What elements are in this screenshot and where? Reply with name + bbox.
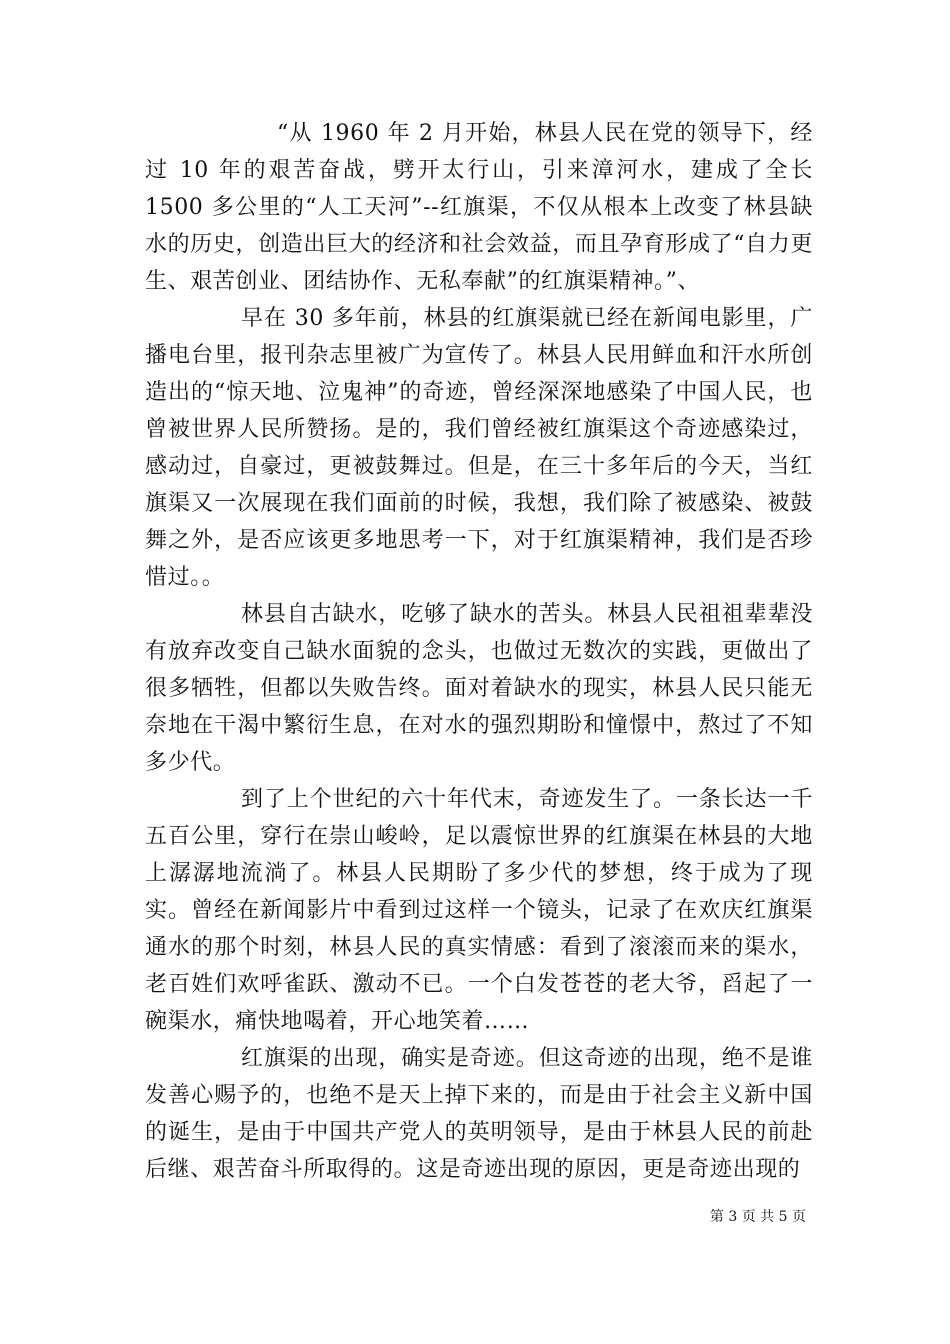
paragraph-2: 早在 30 多年前，林县的红旗渠就已经在新闻电影里，广播电台里，报刊杂志里被广为宣传了。林县人民用鲜血和汗水所创造出的“惊天地、泣鬼神”的奇迹，曾经深深地感染了中国人民，也曾被世界人民所赞扬。是的，我们曾经被红旗渠这个奇迹感染过，感动过，自豪过，更被鼓舞过。但是，在三十多年后的今天，当红旗渠又一次展现在我们面前的时候，我想，我们除了被感染、被鼓舞之外，是否应该更多地思考一下，对于红旗渠精神，我们是否珍惜过。。 [145, 306, 813, 590]
paragraph-4: 到了上个世纪的六十年代末，奇迹发生了。一条长达一千五百公里，穿行在崇山峻岭，足以震惊世界的红旗渠在林县的大地上潺潺地流淌了。林县人民期盼了多少代的梦想，终于成为了现实。曾经在新闻影片中看到过这样一个镜头，记录了在欢庆红旗渠通水的那个时刻，林县人民的真实情感：看到了滚滚而来的渠水，老百姓们欢呼雀跃、激动不已。一个白发苍苍的老大爷，舀起了一碗渠水，痛快地喝着，开心地笑着…… [145, 787, 813, 1034]
paragraph-3: 林县自古缺水，吃够了缺水的苦头。林县人民祖祖辈辈没有放弃改变自己缺水面貌的念头，也做过无数次的实践，更做出了很多牺牲，但都以失败告终。面对着缺水的现实，林县人民只能无奈地在干渴中繁衍生息，在对水的强烈期盼和憧憬中，熬过了不知多少代。 [145, 602, 813, 775]
paragraph-5: 红旗渠的出现，确实是奇迹。但这奇迹的出现，绝不是谁发善心赐予的，也绝不是天上掉下来的，而是由于社会主义新中国的诞生，是由于中国共产党人的英明领导，是由于林县人民的前赴后继、艰苦奋斗所取得的。这是奇迹出现的原因，更是奇迹出现的 [145, 1046, 813, 1182]
page-number: 第 3 页 共 5 页 [709, 1209, 806, 1225]
body-text [145, 115, 813, 1188]
paragraph-1: “从 1960 年 2 月开始，林县人民在党的领导下，经过 10 年的艰苦奋战，劈开太行山，引来漳河水，建成了全长 1500 多公里的“人工天河”--红旗渠，不仅从根本上改变了林县缺水的历史，创造出巨大的经济和社会效益，而且孕育形成了“自力更生、艰苦创业、团结协作、无私奉献”的红旗渠精神。”、 [145, 121, 813, 294]
